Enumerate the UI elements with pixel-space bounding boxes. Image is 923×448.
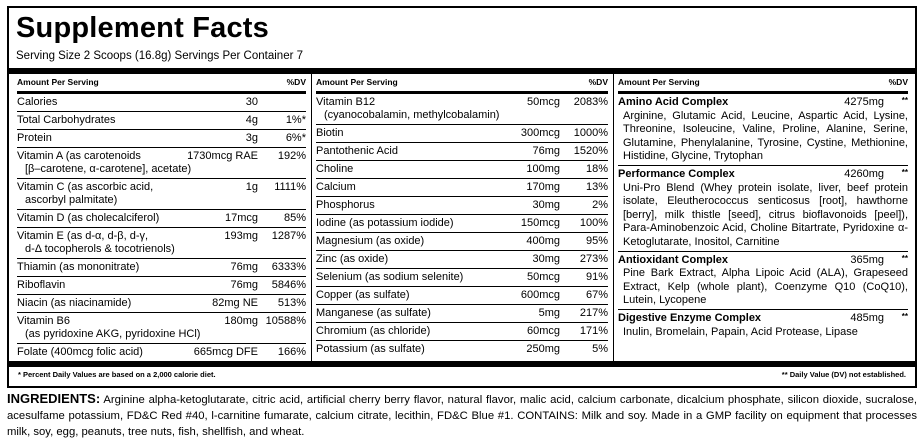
nutrient-name: Total Carbohydrates [17,114,116,126]
nutrient-name: Protein [17,132,52,144]
nutrient-row [316,125,608,143]
nutrient-name: Riboflavin [17,279,66,291]
nutrient-name: Pantothenic Acid [316,145,398,157]
column-header [316,74,608,94]
nutrient-amount: 193mg [224,230,258,242]
nutrient-name: Vitamin D (as cholecalciferol) [17,212,160,224]
supplement-facts-panel [7,6,917,388]
blend-name: Antioxidant Complex [618,253,729,266]
nutrient-dv: 10588% [265,315,306,327]
nutrient-dv: 6333% [271,261,306,273]
nutrient-dv: 1520% [573,145,608,157]
nutrient-amount: 30mg [532,199,560,211]
dv-header: %DV [888,77,908,87]
blend-amount: 4260mg [844,167,884,180]
nutrient-row [316,233,608,251]
nutrient-name: Selenium (as sodium selenite) [316,271,464,283]
nutrient-name: Chromium (as chloride) [316,325,431,337]
nutrient-row [316,305,608,323]
nutrient-amount: 60mcg [526,325,560,337]
nutrient-amount: 1730mcg RAE [187,150,258,162]
blend-amount: 485mg [850,311,884,324]
blend-dv-mark: ** [901,253,908,263]
nutrient-amount: 76mg [230,261,258,273]
nutrient-column-2 [316,74,608,361]
nutrient-name: Folate (400mcg folic acid) [17,346,143,358]
nutrient-name: Manganese (as sulfate) [316,307,431,319]
nutrient-amount: 1g [245,181,258,193]
nutrient-row [316,269,608,287]
nutrient-dv: 95% [585,235,608,247]
nutrient-dv: 1111% [274,181,306,193]
nutrient-dv: 1287% [271,230,306,242]
nutrient-name: Phosphorus [316,199,375,211]
nutrient-dv: 67% [585,289,608,301]
nutrient-amount: 17mcg [224,212,258,224]
nutrient-amount: 82mg NE [212,297,258,309]
nutrient-amount: 150mcg [520,217,560,229]
nutrient-row [316,287,608,305]
blend-name: Digestive Enzyme Complex [618,311,762,324]
nutrient-row [17,130,306,148]
nutrient-amount: 180mg [224,315,258,327]
nutrient-row [17,277,306,295]
nutrient-dv: 6%* [285,132,306,144]
nutrient-name: Zinc (as oxide) [316,253,389,265]
column-divider [613,74,614,361]
nutrient-dv: 5846% [271,279,306,291]
nutrient-name-detail: d-Δ tocopherols & tocotrienols) [25,243,175,255]
nutrient-name: Vitamin A (as carotenoids [17,150,141,162]
ingredients [7,391,917,440]
nutrient-dv: 85% [283,212,306,224]
nutrient-row [316,341,608,358]
nutrient-row [17,313,306,344]
nutrient-row [17,94,306,112]
blend-header [618,94,908,110]
nutrient-dv: 100% [579,217,608,229]
nutrient-dv: 192% [277,150,306,162]
nutrient-row [316,143,608,161]
nutrient-row [316,197,608,215]
nutrient-name: Niacin (as niacinamide) [17,297,132,309]
nutrient-name: Iodine (as potassium iodide) [316,217,454,229]
amount-header: Amount Per Serving [17,77,99,87]
column-header [17,74,306,94]
nutrient-name: Calcium [316,181,356,193]
nutrient-amount: 170mg [526,181,560,193]
nutrient-name: Biotin [316,127,344,139]
nutrient-name: Calories [17,96,58,108]
nutrient-row [316,215,608,233]
nutrient-amount: 50mcg [526,96,560,108]
nutrient-amount: 250mg [526,343,560,355]
nutrient-column-1 [17,74,306,361]
blend-amount: 4275mg [844,96,884,108]
ingredients-text: Arginine alpha-ketoglutarate, citric acid, artificial cherry berry flavor, natural flavor, malic acid, calcium carbonate, dicalcium phosphate, silicon dioxide, sucralose, acesulfame potassium, FD&C Red #40, l-carnitine fumarate, calcium citrate, lecithin, FD&C Blue #1. CONTAINS: Milk and soy. Made in a GMP facility on equipment that processes milk, soy, egg, peanuts, tree nuts, fish, shellfish, and wheat. [7,394,918,438]
amount-header: Amount Per Serving [618,77,700,87]
dv-header: %DV [286,77,306,87]
nutrient-dv: 217% [579,307,608,319]
nutrient-name: Vitamin B12 [316,96,376,108]
nutrient-name: Magnesium (as oxide) [316,235,425,247]
nutrient-amount: 600mcg [520,289,560,301]
ingredients-label: INGREDIENTS: [7,391,101,406]
blend-ingredients: Arginine, Glutamic Acid, Leucine, Aspartic Acid, Lysine, Threonine, Isoleucine, Valine, Proline, Alanine, Serine, Glutamine, Phenylalanine, Tyrosine, Cystine, Methionine, Histidine, Glycine, Trytophan [623,109,908,163]
nutrient-dv: 1%* [285,114,306,126]
blend-ingredients: Uni-Pro Blend (Whey protein isolate, liver, beef protein isolate, Eleutherococcus senticosus [root], hawthorne [berry], milk thistle [seed], citrus bioflavonoids [peel]), Para-Aminobenzoic Acid, Choline Bitartrate, Pyridoxine α-Ketoglutarate, Inositol, Carnitine [623,181,908,248]
nutrient-row [17,112,306,130]
nutrient-amount: 30mg [532,253,560,265]
blend-header [618,310,908,326]
blend-ingredients: Pine Bark Extract, Alpha Lipoic Acid (ALA), Grapeseed Extract, Kelp (whole plant), Coenzyme Q10 (CoQ10), Lutein, Lycopene [623,267,908,307]
nutrient-row [17,148,306,179]
column-header [618,74,908,94]
nutrient-row [17,344,306,361]
nutrient-dv: 2083% [573,96,608,108]
nutrient-dv: 1000% [573,127,608,139]
nutrient-row [17,179,306,210]
nutrient-amount: 30 [245,96,258,108]
blend-name: Amino Acid Complex [618,96,729,108]
blend-amount: 365mg [850,253,884,266]
footnote-dv: * Percent Daily Values are based on a 2,000 calorie diet. [18,370,216,379]
blend-column [618,74,908,361]
nutrient-dv: 166% [277,346,306,358]
nutrient-dv: 13% [585,181,608,193]
nutrient-row [316,323,608,341]
blend-section [618,252,908,310]
nutrient-row [316,251,608,269]
nutrient-amount: 4g [245,114,258,126]
nutrient-name: Choline [316,163,354,175]
blend-dv-mark: ** [901,96,908,105]
nutrient-row [17,295,306,313]
nutrient-name: Vitamin B6 [17,315,70,327]
nutrient-dv: 513% [277,297,306,309]
nutrient-row [17,228,306,259]
nutrient-dv: 171% [579,325,608,337]
blend-dv-mark: ** [901,167,908,177]
amount-header: Amount Per Serving [316,77,398,87]
nutrient-row [17,210,306,228]
dv-header: %DV [588,77,608,87]
nutrient-name-detail: (cyanocobalamin, methylcobalamin) [324,109,500,121]
nutrient-amount: 300mcg [520,127,560,139]
blend-header [618,252,908,268]
nutrient-row [316,94,608,125]
blend-section [618,94,908,166]
nutrient-name-detail: ascorbyl palmitate) [25,194,118,206]
nutrient-name: Potassium (as sulfate) [316,343,425,355]
nutrient-amount: 400mg [526,235,560,247]
column-divider [311,74,312,361]
bottom-divider [9,361,915,367]
blend-name: Performance Complex [618,167,735,180]
blend-header [618,166,908,182]
nutrient-dv: 2% [592,199,608,211]
nutrient-row [17,259,306,277]
nutrient-row [316,161,608,179]
nutrient-amount: 3g [245,132,258,144]
blend-ingredients: Inulin, Bromelain, Papain, Acid Protease, Lipase [623,325,858,338]
nutrient-amount: 76mg [532,145,560,157]
nutrient-name-detail: [β–carotene, α-carotene], acetate) [25,163,192,175]
footnote-not-established: ** Daily Value (DV) not established. [781,370,906,379]
nutrient-name: Vitamin C (as ascorbic acid, [17,181,154,193]
nutrient-name: Vitamin E (as d-α, d-β, d-γ, [17,230,149,242]
nutrient-amount: 76mg [230,279,258,291]
panel-title: Supplement Facts [16,12,269,44]
nutrient-amount: 100mg [526,163,560,175]
nutrient-amount: 665mcg DFE [193,346,258,358]
nutrient-amount: 5mg [538,307,560,319]
nutrient-amount: 50mcg [526,271,560,283]
nutrient-dv: 5% [592,343,608,355]
nutrient-dv: 18% [585,163,608,175]
serving-info: Serving Size 2 Scoops (16.8g) Servings Per Container 7 [16,50,304,62]
nutrient-dv: 273% [579,253,608,265]
blend-dv-mark: ** [901,311,908,321]
nutrient-name-detail: (as pyridoxine AKG, pyridoxine HCl) [25,328,201,340]
nutrient-name: Copper (as sulfate) [316,289,410,301]
nutrient-name: Thiamin (as mononitrate) [17,261,140,273]
nutrient-dv: 91% [585,271,608,283]
blend-section [618,166,908,252]
nutrient-row [316,179,608,197]
blend-section [618,310,908,340]
